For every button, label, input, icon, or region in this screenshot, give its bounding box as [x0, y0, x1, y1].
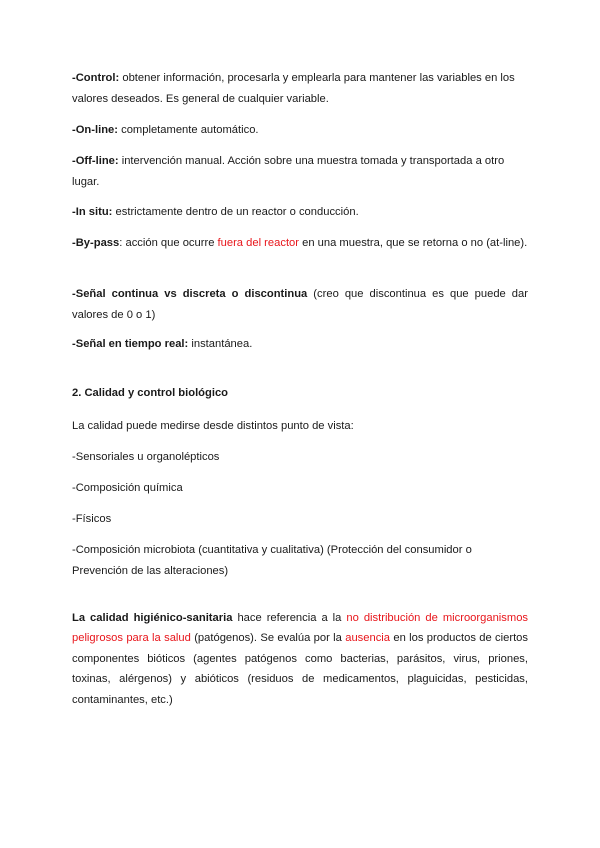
term: -Señal en tiempo real: [72, 338, 189, 350]
section-intro: La calidad puede medirse desde distintos punto de vista: [72, 420, 354, 432]
definition-realtime [72, 334, 528, 355]
highlight-text: fuera del reactor [217, 237, 299, 249]
hygiene-paragraph [72, 608, 528, 710]
definition-text: (creo que discontinua es que puede dar valores de 0 o 1) [72, 288, 528, 321]
definition-insitu [72, 202, 528, 223]
list-item: -Sensoriales u organolépticos [72, 451, 220, 463]
definition-online [72, 120, 528, 141]
paragraph-text: hace referencia a la [232, 612, 347, 624]
definition-control [72, 68, 528, 109]
definition-text: estrictamente dentro de un reactor o conducción. [112, 206, 359, 218]
highlight-text: no distribución de microorganismos peligrosos para la salud [72, 612, 529, 645]
term: -Control: [72, 72, 120, 84]
section-heading: 2. Calidad y control biológico [72, 387, 229, 399]
paragraph-text: (patógenos). Se evalúa por la [190, 632, 346, 645]
definition-text: en una muestra, que se retorna o no (at-line). [299, 237, 528, 249]
definition-text: intervención manual. Acción sobre una muestra tomada y transportada a otro lugar. [72, 155, 505, 188]
term: -On-line: [72, 124, 118, 136]
list-item: -Composición microbiota (cuantitativa y cualitativa) (Protección del consumidor o Prevención de las alteraciones) [72, 544, 472, 577]
definition-text: : acción que ocurre [119, 237, 218, 249]
definition-text: obtener información, procesarla y emplearla para mantener las variables en los valores deseados. Es general de cualquier variable. [72, 72, 515, 105]
definition-offline [72, 151, 528, 192]
term: -Señal continua vs discreta o discontinua [72, 288, 308, 300]
definition-text: instantánea. [188, 338, 253, 350]
term: -By-pass [72, 237, 120, 249]
definition-signal [72, 284, 528, 325]
paragraph-text: en los productos de ciertos componentes bióticos (agentes patógenos como bacterias, parásitos, virus, priones, toxinas, alérgenos) y abióticos (residuos de medicamentos, plaguicidas, pesticidas, contaminantes, etc.) [72, 632, 528, 706]
definition-text: completamente automático. [118, 124, 259, 136]
term: -In situ: [72, 206, 113, 218]
list-item: -Composición química [72, 482, 183, 494]
term: -Off-line: [72, 155, 119, 167]
list-item: -Físicos [72, 513, 112, 525]
paragraph-bold: La calidad higiénico-sanitaria [72, 612, 233, 624]
highlight-text: ausencia [345, 632, 391, 645]
definition-bypass [72, 233, 528, 254]
